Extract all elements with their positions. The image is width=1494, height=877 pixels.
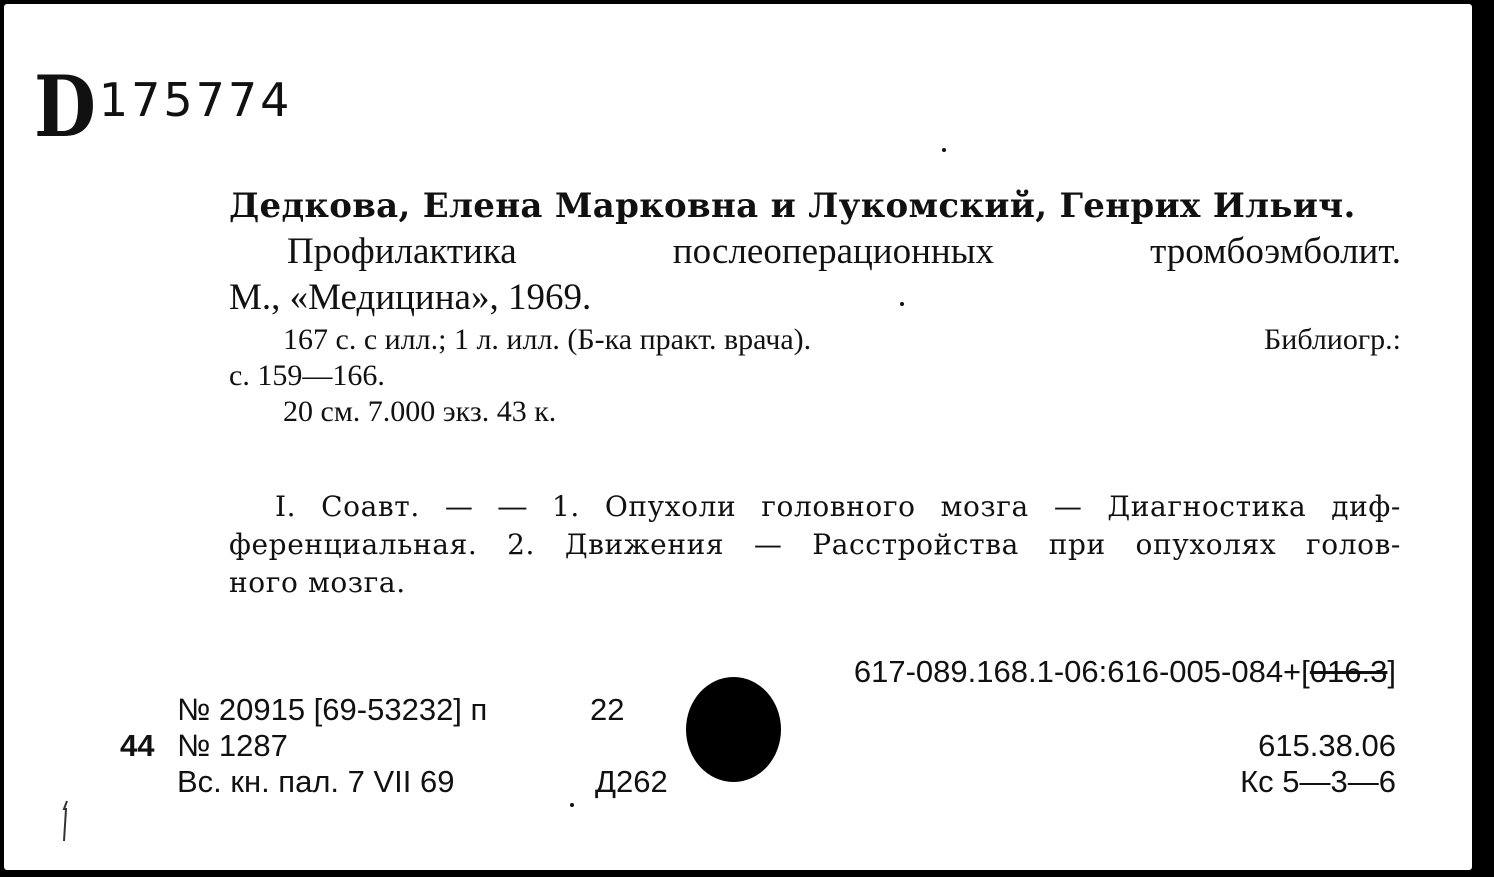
- ink-speck: [942, 148, 946, 152]
- udc-struck-code: 016.3: [1309, 654, 1388, 689]
- ink-speck: [900, 302, 904, 306]
- catalog-card: [4, 4, 1472, 870]
- subject-line-1: I. Соавт. — ― 1. Опухоли головного мозга — Диагностика диф-: [275, 490, 1401, 523]
- registration-line-1: № 20915 [69-53232] п: [177, 692, 488, 727]
- ink-speck: [570, 803, 574, 807]
- inventory-stamp: [34, 57, 293, 156]
- bibliography-pages: с. 159—166.: [229, 359, 385, 392]
- pencil-mark-icon: [59, 799, 71, 843]
- card-marker: 44: [120, 728, 155, 763]
- udc-bracket-open: [: [1301, 654, 1310, 689]
- udc-secondary-code: 615.38.06: [1258, 728, 1396, 763]
- subject-line-2: ференциальная. 2. Движения — Расстройства при опухолях голов-: [229, 528, 1401, 561]
- edition-details: 20 см. 7.000 экз. 43 к.: [283, 395, 557, 428]
- udc-main-code: [854, 654, 1396, 690]
- classification-code: Кс 5—3—6: [1240, 764, 1396, 799]
- physical-description: 167 с. с илл.; 1 л. илл. (Б-ка практ. врача).: [283, 323, 812, 356]
- stamp-letter: D: [34, 57, 95, 156]
- registration-numbers: [177, 692, 487, 800]
- subject-line-3: ного мозга.: [229, 566, 406, 599]
- registration-line-3: Вс. кн. пал. 7 VII 69: [177, 764, 455, 799]
- punch-hole: [686, 677, 781, 782]
- title-line-1: Профилактика послеоперационных тромбоэмболит.: [287, 231, 1401, 272]
- registration-line-2: № 1287: [177, 728, 288, 763]
- stamp-number: 175774: [98, 73, 293, 127]
- print-code: Д262: [595, 764, 668, 799]
- bibliography-label: Библиогр.:: [1264, 323, 1401, 356]
- udc-main: 617-089.168.1-06:616-005-084+: [853, 654, 1302, 689]
- physical-description-line-1: [229, 322, 1401, 358]
- subject-headings: [229, 488, 1401, 602]
- author-heading: Дедкова, Елена Марковна и Лукомский, Генрих Ильич.: [229, 186, 1356, 226]
- udc-bracket-close: ]: [1387, 654, 1396, 689]
- title-line-2: М., «Медицина», 1969.: [229, 277, 592, 318]
- print-count: 22: [590, 692, 625, 727]
